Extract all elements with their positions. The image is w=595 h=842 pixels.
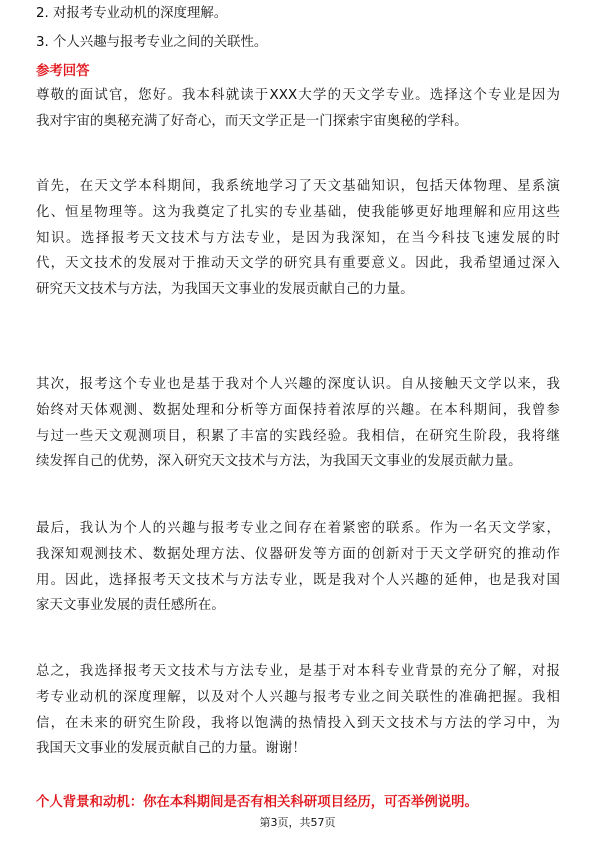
paragraph-line: 用。因此，选择报考天文技术与方法专业，既是我对个人兴趣的延伸，也是我对国 bbox=[36, 572, 560, 588]
paragraph-line: 与过一些天文观测项目，积累了丰富的实践经验。我相信，在研究生阶段，我将继 bbox=[36, 428, 560, 444]
paragraph-line: 我国天文事业的发展贡献自己的力量。谢谢！ bbox=[36, 741, 306, 757]
paragraph-line: 始终对天体观测、数据处理和分析等方面保持着浓厚的兴趣。在本科期间，我曾参 bbox=[36, 402, 560, 418]
paragraph-line: 尊敬的面试官，您好。我本科就读于XXX大学的天文学专业。选择这个专业是因为 bbox=[36, 88, 560, 103]
list-item-2: 2. 对报考专业动机的深度理解。 bbox=[36, 6, 228, 21]
answer-paragraph-4 bbox=[36, 516, 560, 619]
page-number: 第3页，共57页 bbox=[259, 816, 336, 829]
list-item-3: 3. 个人兴趣与报考专业之间的关联性。 bbox=[36, 35, 268, 50]
paragraph-line: 代，天文技术的发展对于推动天文学的研究具有重要意义。因此，我希望通过深入 bbox=[36, 256, 560, 272]
answer-paragraph-3 bbox=[36, 372, 560, 475]
paragraph-line: 化、恒星物理等。这为我奠定了扎实的专业基础，使我能够更好地理解和应用这些 bbox=[36, 204, 560, 220]
answer-paragraph-1 bbox=[36, 83, 560, 135]
paragraph-line: 首先，在天文学本科期间，我系统地学习了天文基础知识，包括天体物理、星系演 bbox=[36, 179, 560, 194]
next-question: 个人背景和动机：你在本科期间是否有相关科研项目经历，可否举例说明。 bbox=[36, 795, 478, 810]
paragraph-line: 家天文事业发展的责任感所在。 bbox=[36, 598, 225, 614]
reference-answer-heading: 参考回答 bbox=[36, 64, 90, 79]
paragraph-line: 我对宇宙的奥秘充满了好奇心，而天文学正是一门探索宇宙奥秘的学科。 bbox=[36, 113, 468, 129]
paragraph-line: 最后，我认为个人的兴趣与报考专业之间存在着紧密的联系。作为一名天文学家， bbox=[36, 521, 560, 536]
paragraph-line: 知识。选择报考天文技术与方法专业，是因为我深知，在当今科技飞速发展的时 bbox=[36, 230, 560, 246]
answer-paragraph-2 bbox=[36, 174, 560, 303]
paragraph-line: 研究天文技术与方法，为我国天文事业的发展贡献自己的力量。 bbox=[36, 282, 414, 298]
paragraph-line: 信，在未来的研究生阶段，我将以饱满的热情投入到天文技术与方法的学习中，为 bbox=[36, 715, 560, 731]
paragraph-line: 考专业动机的深度理解，以及对个人兴趣与报考专业之间关联性的准确把握。我相 bbox=[36, 689, 560, 705]
paragraph-line: 我深知观测技术、数据处理方法、仪器研发等方面的创新对于天文学研究的推动作 bbox=[36, 546, 560, 562]
paragraph-line: 其次，报考这个专业也是基于我对个人兴趣的深度认识。自从接触天文学以来，我 bbox=[36, 377, 560, 392]
answer-paragraph-5 bbox=[36, 659, 560, 762]
paragraph-line: 总之，我选择报考天文技术与方法专业，是基于对本科专业背景的充分了解，对报 bbox=[36, 664, 560, 679]
paragraph-line: 续发挥自己的优势，深入研究天文技术与方法，为我国天文事业的发展贡献力量。 bbox=[36, 454, 522, 470]
